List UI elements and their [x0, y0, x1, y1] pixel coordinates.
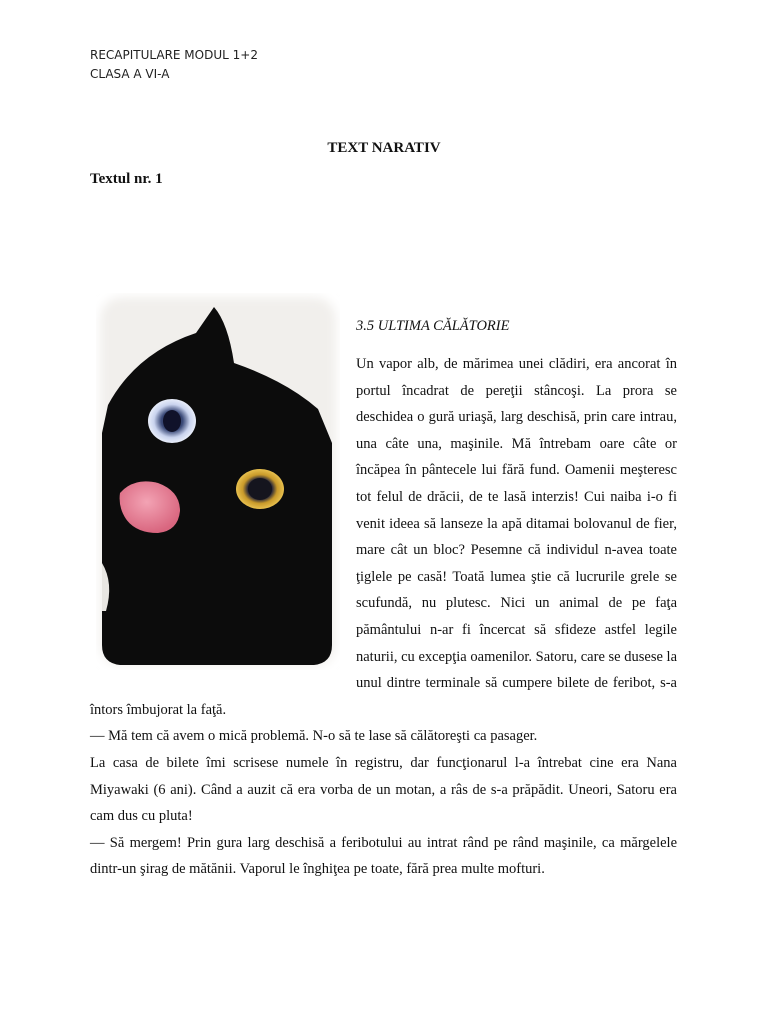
paragraph-1: Un vapor alb, de mărimea unei clădiri, era ancorat în portul încadrat de pereţii stâncoşi. La prora se deschidea o gură uriaşă, larg deschisă, prin care intrau, una câte una, maşinile. Mă întrebam oare câte or încăpea în pântecele lui fără fund. Oamenii meşteresc tot felul de drăcii, de te lasă interzis! Cui naiba i-o fi venit ideea să lanseze la apă ditamai bolovanul de fier, mare cât un bloc? Pesemne că individul n-avea toate ţiglele pe casă! Toată lumea ştie că lucrurile grele se scufundă, nu plutesc. Nici un animal de pe faţa pământului n-ar fi încercat să sfideze astfel legile naturii, cu excepţia oamenilor. Satoru, care se dusese la unul dintre terminale să cumpere bilete de feribot, s-a întors îmbujorat la faţă. — [90, 356, 677, 718]
page-title: TEXT NARATIV — [327, 140, 441, 156]
paragraph-4: — Să mergem! Prin gura larg deschisă a feribotului au intrat rând pe rând maşinile, ca mărgelele dintr-un şirag de mătănii. Vaporul le înghiţea pe toate, fără prea multe mofturi. — [90, 834, 677, 878]
photo-wrap-spacer — [90, 351, 356, 691]
paragraph-2: — Mă tem că avem o mică problemă. N-o să te lase să călătoreşti ca pasager. — [90, 728, 538, 745]
text-number-heading: Textul nr. 1 — [90, 171, 163, 187]
narrative-text — [90, 351, 677, 883]
header-module-line: RECAPITULARE MODUL 1+2 — [90, 48, 258, 62]
paragraph-3: La casa de bilete îmi scrisese numele în registru, dar funcţionarul l-a întrebat cine era Nana Miyawaki (6 ani). Când a auzit că era vorba de un motan, a râs de s-a prăpădit. Uneori, Satoru era cam dus cu pluta! — [90, 754, 677, 825]
header-class-line: CLASA A VI-A — [90, 67, 170, 81]
chapter-title: 3.5 ULTIMA CĂLĂTORIE — [356, 318, 510, 334]
